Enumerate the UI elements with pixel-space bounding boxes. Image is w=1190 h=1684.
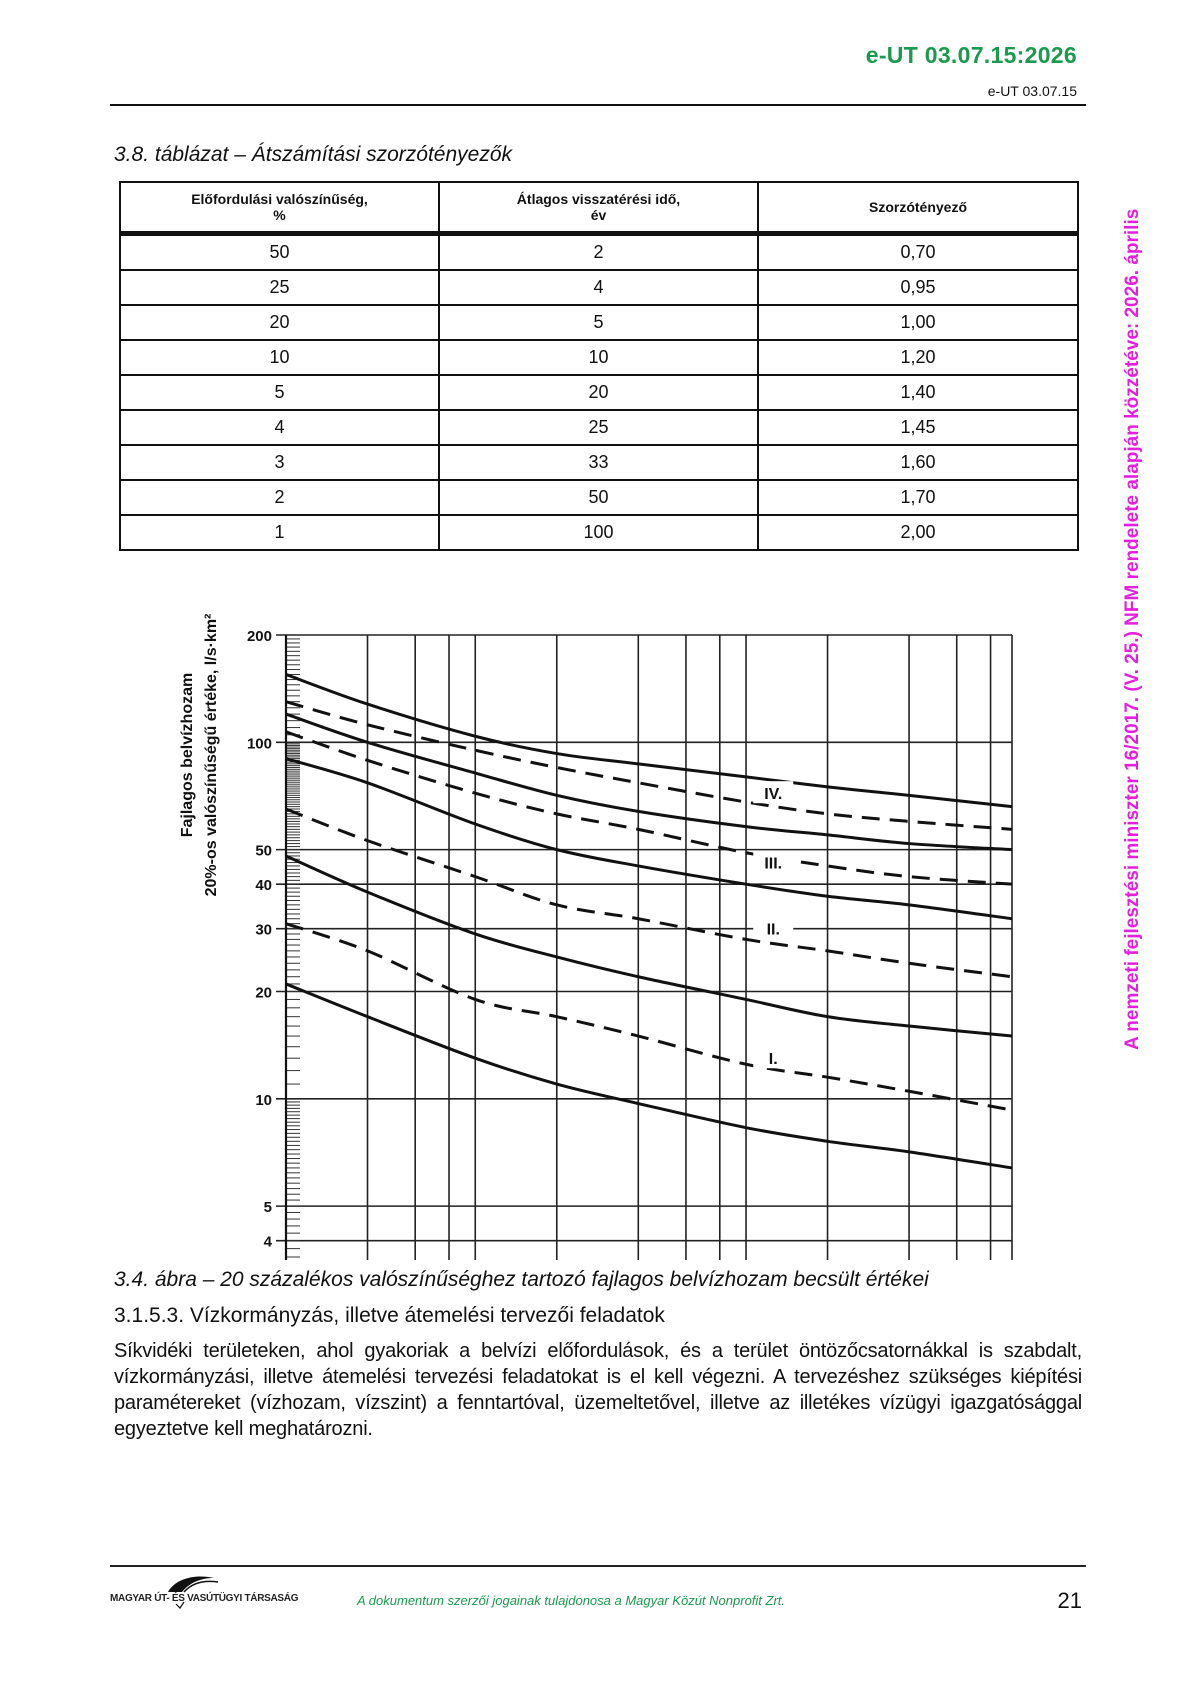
society-logo-icon [110,1570,265,1610]
data-series-curve [286,714,1012,850]
chart-y-axis-label: Fajlagos belvízhozam 20%-os valószínűségű értéke, l/s·km² [179,613,220,897]
curve-label: II. [766,921,780,939]
table-row: 25 4 0,95 [120,270,1078,305]
column-header-probability: Előfordulási valószínűség, % [120,182,439,234]
copyright-notice: A dokumentum szerzői jogainak tulajdonosa a Magyar Közút Nonprofit Zrt. [357,1593,786,1608]
table-row: 2 50 1,70 [120,480,1078,515]
y-tick-label: 100 [246,735,272,753]
curve-label: IV. [764,786,783,804]
data-series-curve [286,856,1012,1036]
document-subcode: e-UT 03.07.15 [987,83,1077,99]
curve-label: III. [764,855,783,873]
section-heading: 3.1.5.3. Vízkormányzás, illetve átemelési tervezői feladatok [114,1304,665,1327]
table-row: 4 25 1,45 [120,410,1078,445]
data-series-curve [286,809,1012,977]
data-series-curve [286,732,1012,884]
curve-label: I. [768,1051,778,1069]
y-tick-label: 20 [255,984,272,1002]
column-header-return-period: Átlagos visszatérési idő, év [439,182,758,234]
data-series-curve [286,984,1012,1168]
y-tick-label: 4 [263,1233,272,1251]
table-row: 10 10 1,20 [120,340,1078,375]
data-series-curve [286,674,1012,806]
body-paragraph: Síkvidéki területeken, ahol gyakoriak a belvízi előfordulások, és a terület öntözőcsatornákkal is szabdalt, vízkormányzási, illetve átemelési tervezési feladatokat is el kell végezni. A tervezéshez szükséges kiépítési paramétereket (vízhozam, vízszint) a fenntartóval, üzemeltetővel, illetve az illetékes vízügyi igazgatósággal egyeztetve kell meghatározni. [114,1340,1082,1440]
table-title: 3.8. táblázat – Átszámítási szorzótényezők [114,143,513,166]
y-tick-label: 5 [263,1199,272,1217]
footer-logo-text: MAGYAR ÚT- ÉS VASÚTÜGYI TÁRSASÁG [110,1593,299,1604]
y-tick-label: 10 [255,1091,272,1109]
document-code: e-UT 03.07.15:2026 [865,42,1077,68]
y-tick-label: 30 [255,921,272,939]
publication-side-note: A nemzeti fejlesztési miniszter 16/2017. (V. 25.) NFM rendelete alapján közzétéve: 2026. április [1122,208,1143,1050]
data-series-curve [286,759,1012,919]
table-row: 20 5 1,00 [120,305,1078,340]
data-series-curve [286,921,1012,1110]
table-row: 1 100 2,00 [120,515,1078,550]
table-row: 3 33 1,60 [120,445,1078,480]
table-row: 5 20 1,40 [120,375,1078,410]
y-tick-label: 50 [255,842,272,860]
table-row: 50 2 0,70 [120,234,1078,271]
figure-caption: 3.4. ábra – 20 százalékos valószínűséghez tartozó fajlagos belvízhozam becsült értékei [114,1268,929,1291]
footer-divider [110,1565,1086,1567]
y-tick-label: 200 [246,628,272,645]
page-number: 21 [1057,1588,1082,1613]
column-header-multiplier: Szorzótényező [758,182,1078,234]
y-tick-label: 40 [255,877,272,895]
